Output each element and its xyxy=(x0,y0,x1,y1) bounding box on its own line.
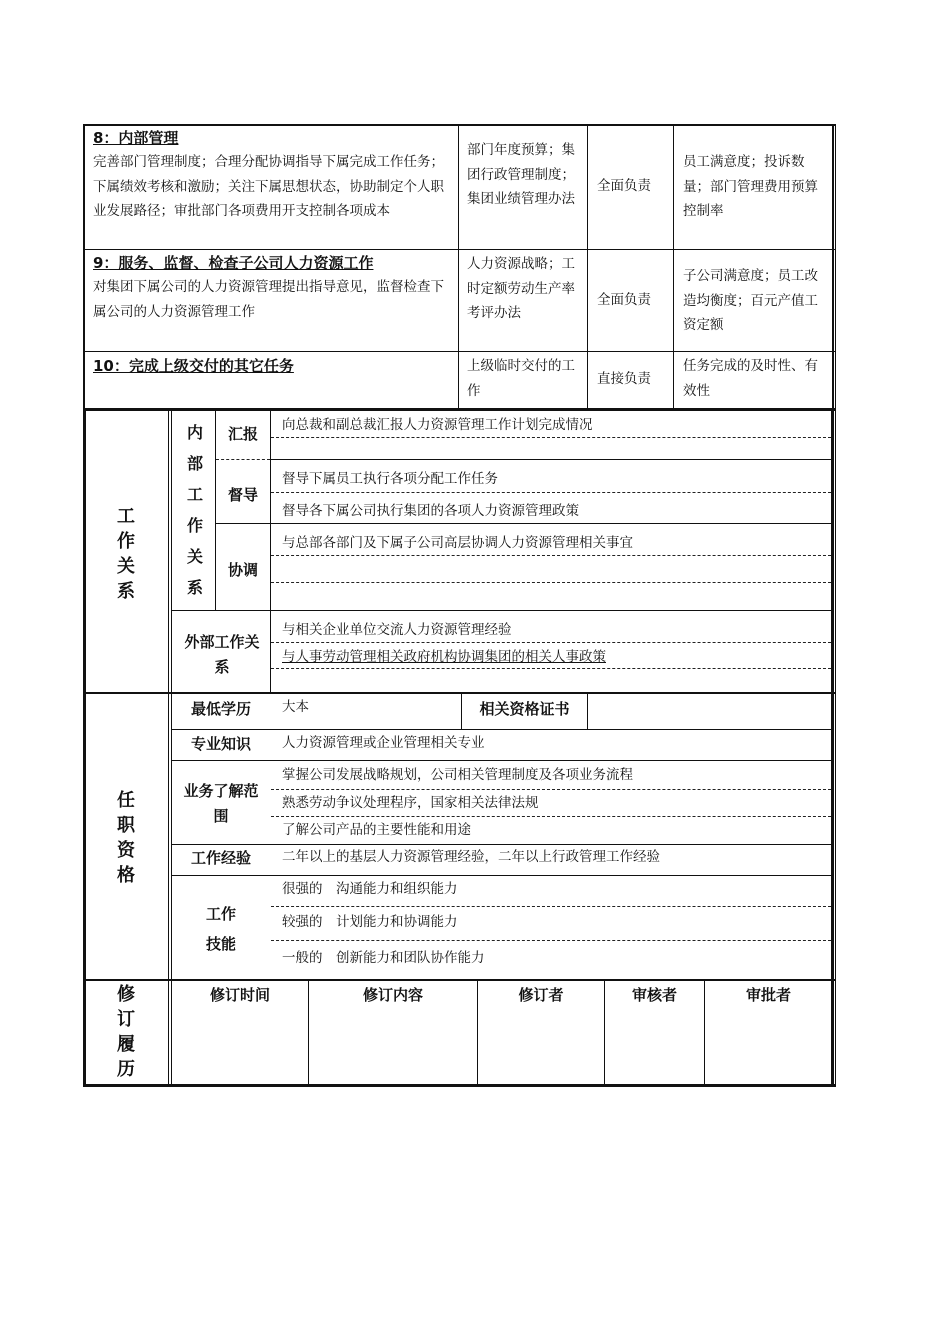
revision-header-reviser: 修订者 xyxy=(518,986,564,1004)
duties-row-divider-1 xyxy=(83,249,836,250)
duty-basis: 人力资源战略；工时定额劳动生产率考评办法 xyxy=(467,256,575,321)
skill-level: 很强的 xyxy=(282,881,323,897)
row-divider xyxy=(271,582,831,583)
external-relations-label: 外部工作关系 xyxy=(184,633,260,676)
cert-label: 相关资格证书 xyxy=(479,700,570,718)
supervise-item: 督导各下属公司执行集团的各项人力资源管理政策 xyxy=(282,503,579,519)
duty-responsibility: 全面负责 xyxy=(597,178,651,194)
revision-header-approver: 审批者 xyxy=(745,986,791,1004)
business-item: 了解公司产品的主要性能和用途 xyxy=(282,822,471,838)
duty-responsibility: 全面负责 xyxy=(597,292,651,308)
skills-label: 工作技能 xyxy=(205,905,236,953)
duty-kpi: 任务完成的及时性、有效性 xyxy=(683,358,818,399)
row-divider xyxy=(271,642,831,643)
frame-top-border xyxy=(83,408,836,411)
duty-description: 对集团下属公司的人力资源管理提出指导意见，监督检查下属公司的人力资源管理工作 xyxy=(93,279,444,320)
external-item: 与人事劳动管理相关政府机构协调集团的相关人事政策 xyxy=(282,649,606,665)
skill-level: 一般的 xyxy=(282,950,323,966)
report-item: 向总裁和副总裁汇报人力资源管理工作计划完成情况 xyxy=(282,417,593,433)
frame-left-border xyxy=(83,408,86,1087)
duty-responsibility: 直接负责 xyxy=(597,371,651,387)
knowledge-label: 专业知识 xyxy=(190,735,251,753)
experience-label: 工作经验 xyxy=(190,849,251,867)
duty-title: 9：服务、监督、检查子公司人力资源工作 xyxy=(93,254,374,272)
duty-basis: 上级临时交付的工作 xyxy=(467,358,575,399)
internal-relations-label: 内部工作关系 xyxy=(186,423,203,597)
row-divider xyxy=(172,610,831,611)
sublabel-divider xyxy=(216,523,270,524)
section-separator xyxy=(83,692,836,694)
education-label: 最低学历 xyxy=(190,700,251,718)
report-label: 汇报 xyxy=(227,425,258,443)
row-divider xyxy=(271,906,831,907)
coordinate-label: 协调 xyxy=(227,561,258,579)
duty-kpi: 子公司满意度；员工改造均衡度；百元产值工资定额 xyxy=(683,268,818,333)
row-divider xyxy=(172,729,831,730)
business-item: 熟悉劳动争议处理程序，国家相关法律法规 xyxy=(282,795,539,811)
revision-label: 修订履历 xyxy=(117,984,135,1080)
row-divider xyxy=(271,459,831,460)
row-divider xyxy=(172,875,831,876)
row-divider xyxy=(271,523,831,524)
row-divider xyxy=(271,816,831,817)
revision-header-time: 修订时间 xyxy=(209,986,270,1004)
row-divider xyxy=(271,492,831,493)
knowledge-value: 人力资源管理或企业管理相关专业 xyxy=(282,735,485,751)
row-divider xyxy=(271,555,831,556)
duties-col-divider-2 xyxy=(587,124,588,408)
duties-col-divider-3 xyxy=(673,124,674,408)
skill-name: 沟通能力和组织能力 xyxy=(336,881,458,897)
revision-header-reviewer: 审核者 xyxy=(631,986,677,1004)
external-item: 与相关企业单位交流人力资源管理经验 xyxy=(282,622,512,638)
duties-top-border xyxy=(83,124,836,126)
duty-title: 10：完成上级交付的其它任务 xyxy=(93,357,294,375)
supervise-item: 督导下属员工执行各项分配工作任务 xyxy=(282,471,498,487)
cert-value-divider xyxy=(587,694,588,729)
skill-name: 创新能力和团队协作能力 xyxy=(336,950,485,966)
content-col-divider xyxy=(270,411,271,693)
frame-right-border-shadow xyxy=(835,408,836,1087)
experience-value: 二年以上的基层人力资源管理经验，二年以上行政管理工作经验 xyxy=(282,849,660,865)
duty-basis: 部门年度预算；集团行政管理制度；集团业绩管理办法 xyxy=(467,142,575,207)
supervise-label: 督导 xyxy=(227,486,258,504)
frame-bottom-border xyxy=(83,1084,836,1087)
duty-title: 8：内部管理 xyxy=(93,129,179,147)
duties-right-border xyxy=(832,124,834,408)
sublabel-dashed-divider xyxy=(216,459,270,460)
row-divider xyxy=(271,940,831,941)
coordinate-item: 与总部各部门及下属子公司高层协调人力资源管理相关事宜 xyxy=(282,535,633,551)
duties-right-border-shadow xyxy=(835,124,836,408)
row-divider xyxy=(271,668,831,669)
duty-description: 完善部门管理制度；合理分配协调指导下属完成工作任务；下属绩效考核和激励；关注下属思想状态，协助制定个人职业发展路径；审批部门各项费用开支控制各项成本 xyxy=(93,154,444,219)
business-scope-label: 业务了解范围 xyxy=(183,782,259,825)
duties-left-border xyxy=(83,124,85,408)
skill-name: 计划能力和协调能力 xyxy=(336,914,458,930)
qualifications-label: 任职资格 xyxy=(117,790,135,886)
label-col-divider xyxy=(168,408,169,1087)
row-divider xyxy=(172,760,831,761)
duties-row-divider-2 xyxy=(83,351,836,352)
row-divider xyxy=(271,437,831,438)
duty-kpi: 员工满意度；投诉数量；部门管理费用预算控制率 xyxy=(683,154,818,219)
section-separator xyxy=(83,979,836,981)
row-divider xyxy=(271,789,831,790)
business-item: 掌握公司发展战略规划，公司相关管理制度及各项业务流程 xyxy=(282,767,633,783)
revision-header-content: 修订内容 xyxy=(362,986,423,1004)
education-value: 大本 xyxy=(282,699,309,715)
work-relations-label: 工作关系 xyxy=(117,506,135,602)
skill-level: 较强的 xyxy=(282,914,323,930)
duties-col-divider-1 xyxy=(458,124,459,408)
